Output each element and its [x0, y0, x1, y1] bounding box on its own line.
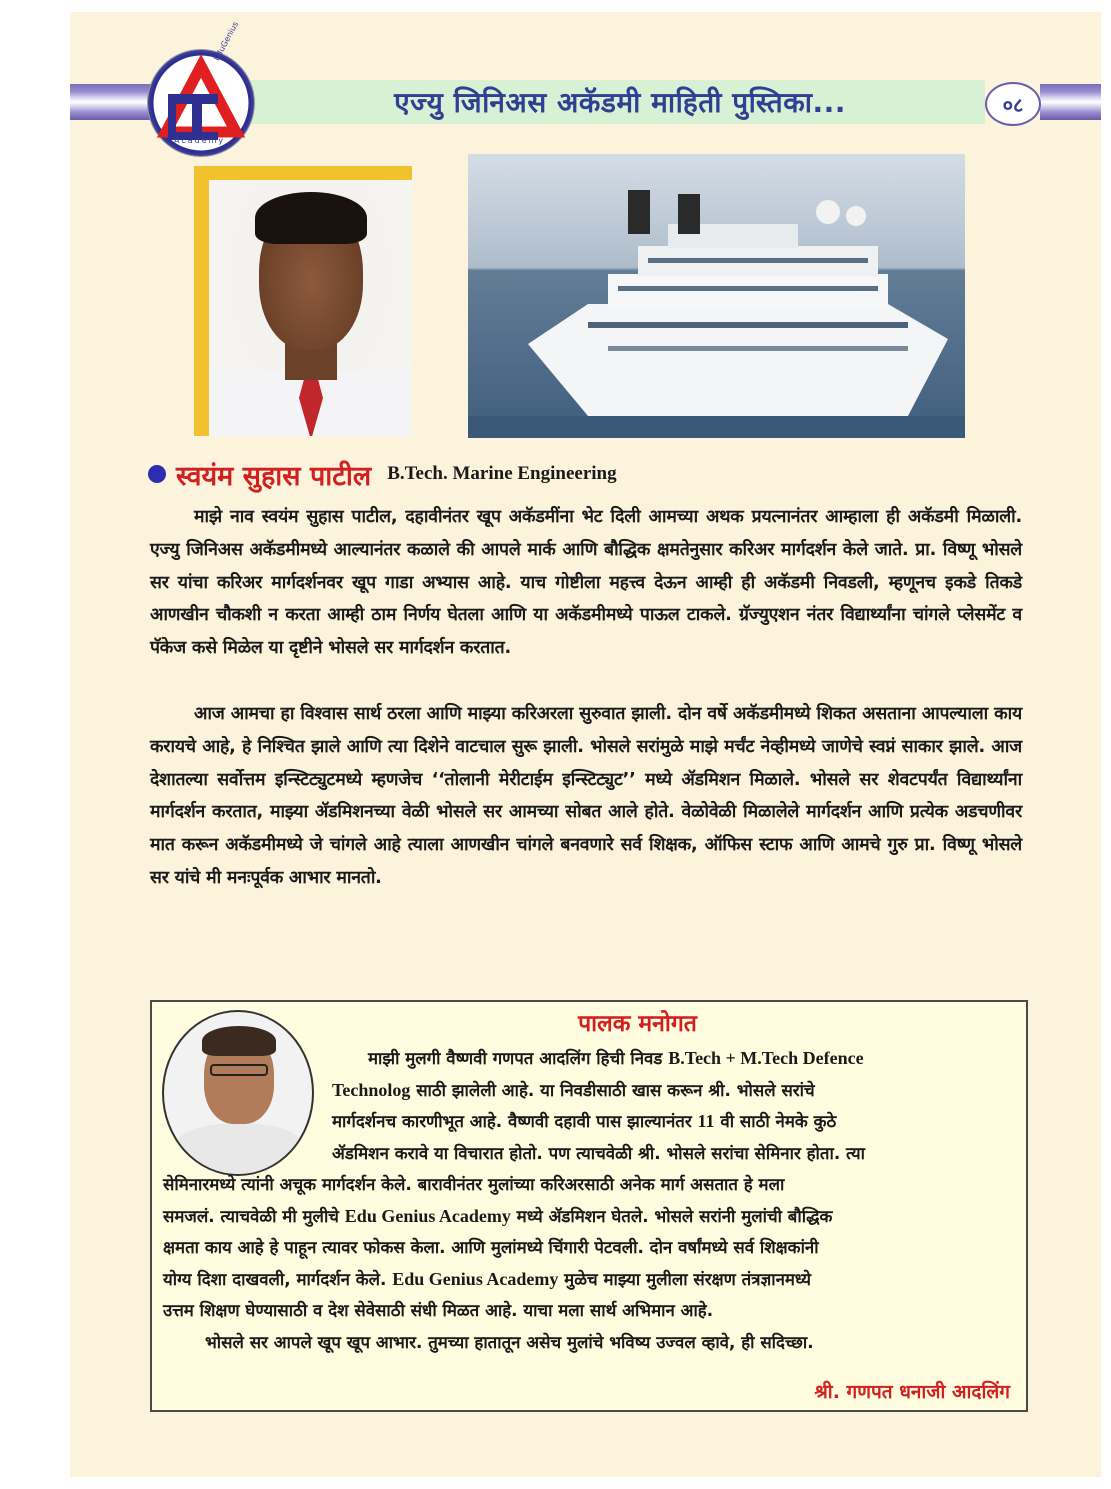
- parent-line-1: माझी मुलगी वैष्णवी गणपत आदलिंग हिची निवड B.Tech + M.Tech Defence: [368, 1048, 864, 1068]
- cruise-ship-image: [468, 154, 965, 438]
- page-title: एज्यु जिनिअस अकॅडमी माहिती पुस्तिका...: [394, 86, 846, 119]
- student-name: स्वयंम सुहास पाटील: [176, 460, 372, 492]
- parent-photo-glasses: [210, 1064, 268, 1076]
- parent-line-2: Technolog साठी झालेली आहे. या निवडीसाठी खास करून श्री. भोसले सरांचे: [332, 1080, 815, 1100]
- ship-icon: [468, 154, 965, 438]
- student-paragraph-1: माझे नाव स्वयंम सुहास पाटील, दहावीनंतर खूप अकॅडमींना भेट दिली आमच्या अथक प्रयत्नानंतर आम्हाला ही अकॅडमी मिळाली. एज्यु जिनिअस अकॅडमीमध्ये आल्यानंतर कळाले की आपले मार्क आणि बौद्धिक क्षमतेनुसार करिअर मार्गदर्शन केले जाते. प्रा. विष्णू भोसले सर यांचा करिअर मार्गदर्शनवर खूप गाडा अभ्यास आहे. याच गोष्टीला महत्त्व देऊन आम्ही ही अकॅडमी निवडली, म्हणूनच इकडे तिकडे आणखीन चौकशी न करता आम्ही ठाम निर्णय घेतला आणि या अकॅडमीमध्ये पाऊल टाकले. ग्रॅज्युएशन नंतर विद्यार्थ्यांना चांगले प्लेसमेंट व पॅकेज कसे मिळेल या दृष्टीने भोसले सर मार्गदर्शन करतात.: [150, 507, 1022, 659]
- parent-line-4: ॲडमिशन करावे या विचारात होतो. पण त्याचवेळी श्री. भोसले सरांचा सेमिनार होता. त्या: [332, 1143, 865, 1163]
- student-heading: [148, 454, 617, 494]
- academy-logo: [148, 20, 254, 156]
- parent-signature: श्री. गणपत धनाजी आदलिंग: [814, 1381, 1010, 1403]
- parent-line-8: योग्य दिशा दाखवली, मार्गदर्शन केले. Edu Genius Academy मुळेच माझ्या मुलीला संरक्षण तंत्रज्ञानमध्ये: [163, 1269, 811, 1289]
- header-title-box: [185, 80, 985, 124]
- parent-photo-hair: [202, 1026, 276, 1056]
- bullet-icon: [148, 465, 166, 483]
- parent-line-10: भोसले सर आपले खूप खूप आभार. तुमच्या हातातून असेच मुलांचे भविष्य उज्वल व्हावे, ही सदिच्छा.: [205, 1332, 814, 1352]
- parent-line-7: क्षमता काय आहे हे पाहून त्यावर फोकस केला. आणि मुलांमध्ये चिंगारी पेटवली. दोन वर्षांमध्ये सर्व शिक्षकांनी: [163, 1237, 819, 1257]
- student-course: B.Tech. Marine Engineering: [387, 463, 617, 484]
- logo-text-top: EduGenius: [212, 20, 241, 63]
- student-photo: [209, 180, 412, 436]
- parent-heading: पालक मनोगत: [578, 1011, 697, 1037]
- photo-hair: [255, 192, 367, 244]
- page-number: ०८: [985, 82, 1041, 126]
- parent-line-5: सेमिनारमध्ये त्यांनी अचूक मार्गदर्शन केले. बारावीनंतर मुलांच्या करिअरसाठी अनेक मार्ग असतात हे मला: [163, 1174, 785, 1194]
- logo-text-bottom: Academy: [174, 136, 226, 145]
- parent-line-6: समजलं. त्याचवेळी मी मुलीचे Edu Genius Academy मध्ये ॲडमिशन घेतले. भोसले सरांनी मुलांची बौद्धिक: [163, 1206, 833, 1226]
- parent-line-3: मार्गदर्शनच कारणीभूत आहे. वैष्णवी दहावी पास झाल्यानंतर 11 वी साठी नेमके कुठे: [332, 1111, 837, 1131]
- parent-photo: [162, 1010, 314, 1176]
- student-paragraph-2: आज आमचा हा विश्वास सार्थ ठरला आणि माझ्या करिअरला सुरुवात झाली. दोन वर्षे अकॅडमीमध्ये शिकत असताना आपल्याला काय करायचे आहे, हे निश्चित झाले आणि त्या दिशेने वाटचाल सुरू झाली. भोसले सरांमुळे माझे मर्चंट नेव्हीमध्ये जाणेचे स्वप्नं साकार झाले. आज देशातल्या सर्वोत्तम इन्स्टिट्युटमध्ये म्हणजेच ‘‘तोलानी मेरीटाईम इन्स्टिट्युट’’ मध्ये ॲडमिशन मिळाले. भोसले सर शेवटपर्यंत विद्यार्थ्यांना मार्गदर्शन करतात, माझ्या ॲडमिशनच्या वेळी भोसले सर आमच्या सोबत आले होते. वेळोवेळी मिळालेले मार्गदर्शन आणि प्रत्येक अडचणीवर मात करून अकॅडमीमध्ये जे चांगले आहे त्याला आणखीन चांगले बनवणारे सर्व शिक्षक, ऑफिस स्टाफ आणि आमचे गुरु प्रा. विष्णू भोसले सर यांचे मी मनःपूर्वक आभार मानतो.: [150, 704, 1022, 888]
- parent-line-9: उत्तम शिक्षण घेण्यासाठी व देश सेवेसाठी संधी मिळत आहे. याचा मला सार्थ अभिमान आहे.: [163, 1300, 714, 1320]
- header-bar-right: [1040, 84, 1101, 120]
